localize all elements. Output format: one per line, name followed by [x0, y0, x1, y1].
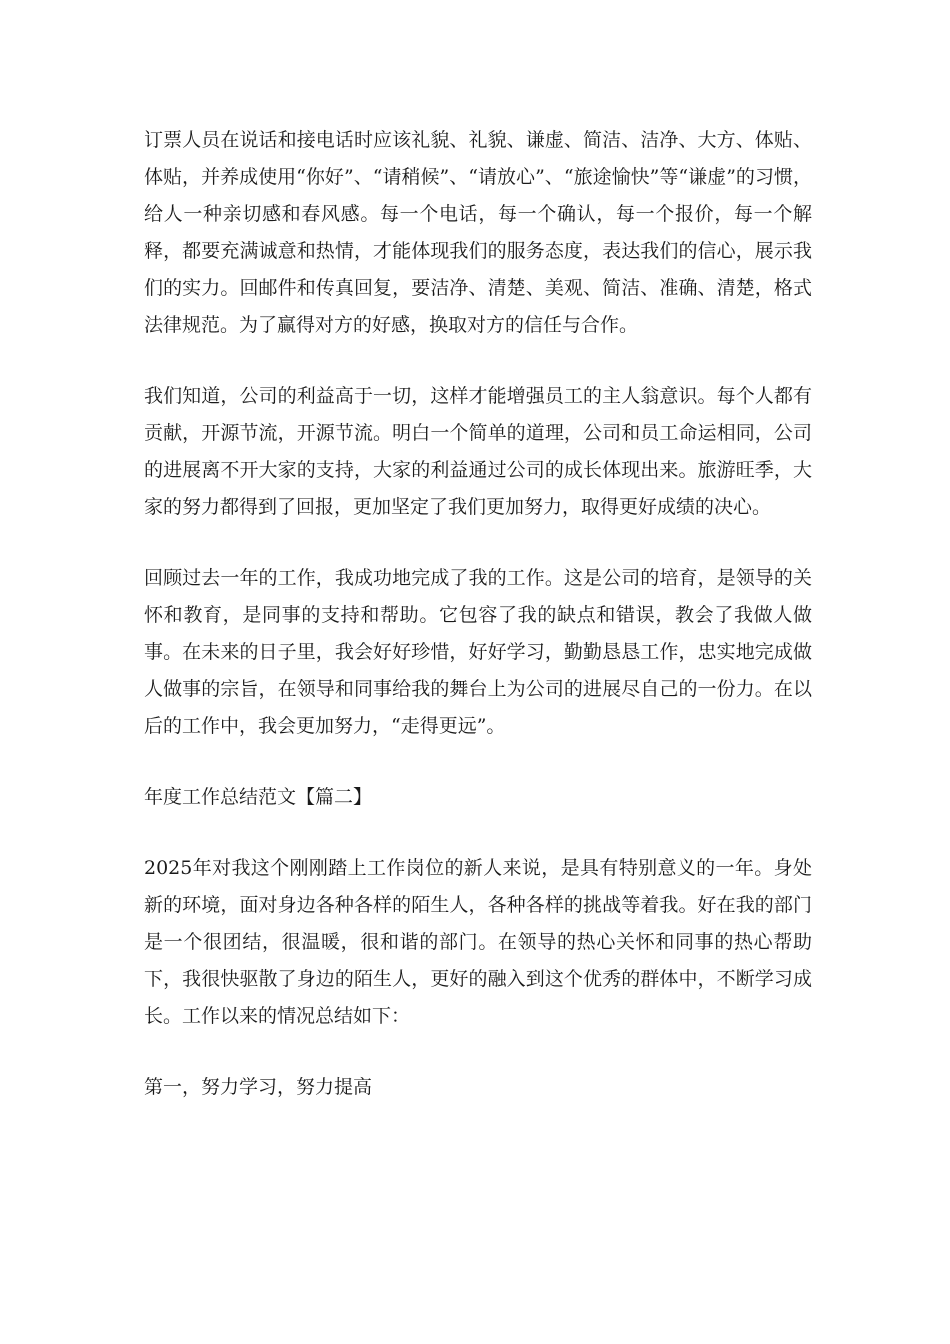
- paragraph-year-review: 回顾过去一年的工作，我成功地完成了我的工作。这是公司的培育，是领导的关怀和教育，是同事的支持和帮助。它包容了我的缺点和错误，教会了我做人做事。在未来的日子里，我会好好珍惜，好好学习，勤勤恳恳工作，忠实地完成做人做事的宗旨，在领导和同事给我的舞台上为公司的进展尽自己的一份力。在以后的工作中，我会更加努力，“走得更远”。: [144, 567, 812, 737]
- document-body: [144, 122, 812, 1140]
- section-heading-part-two: 年度工作总结范文【篇二】: [144, 786, 373, 808]
- subheading-study-improve: 第一，努力学习，努力提高: [144, 1076, 373, 1098]
- paragraph-newcomer-2025: 2025年对我这个刚刚踏上工作岗位的新人来说，是具有特别意义的一年。身处新的环境，面对身边各种各样的陌生人，各种各样的挑战等着我。好在我的部门是一个很团结，很温暖，很和谐的部门。在领导的热心关怀和同事的热心帮助下，我很快驱散了身边的陌生人，更好的融入到这个优秀的群体中，不断学习成长。工作以来的情况总结如下：: [144, 857, 812, 1027]
- paragraph-company-interest: 我们知道，公司的利益高于一切，这样才能增强员工的主人翁意识。每个人都有贡献，开源节流，开源节流。明白一个简单的道理，公司和员工命运相同，公司的进展离不开大家的支持，大家的利益通过公司的成长体现出来。旅游旺季，大家的努力都得到了回报，更加坚定了我们更加努力，取得更好成绩的决心。: [144, 385, 812, 518]
- paragraph-ticketing-etiquette: 订票人员在说话和接电话时应该礼貌、礼貌、谦虚、简洁、洁净、大方、体贴、体贴，并养成使用“你好”、“请稍候”、“请放心”、“旅途愉快”等“谦虚”的习惯，给人一种亲切感和春风感。每一个电话，每一个确认，每一个报价，每一个解释，都要充满诚意和热情，才能体现我们的服务态度，表达我们的信心，展示我们的实力。回邮件和传真回复，要洁净、清楚、美观、简洁、准确、清楚，格式法律规范。为了赢得对方的好感，换取对方的信任与合作。: [144, 129, 812, 336]
